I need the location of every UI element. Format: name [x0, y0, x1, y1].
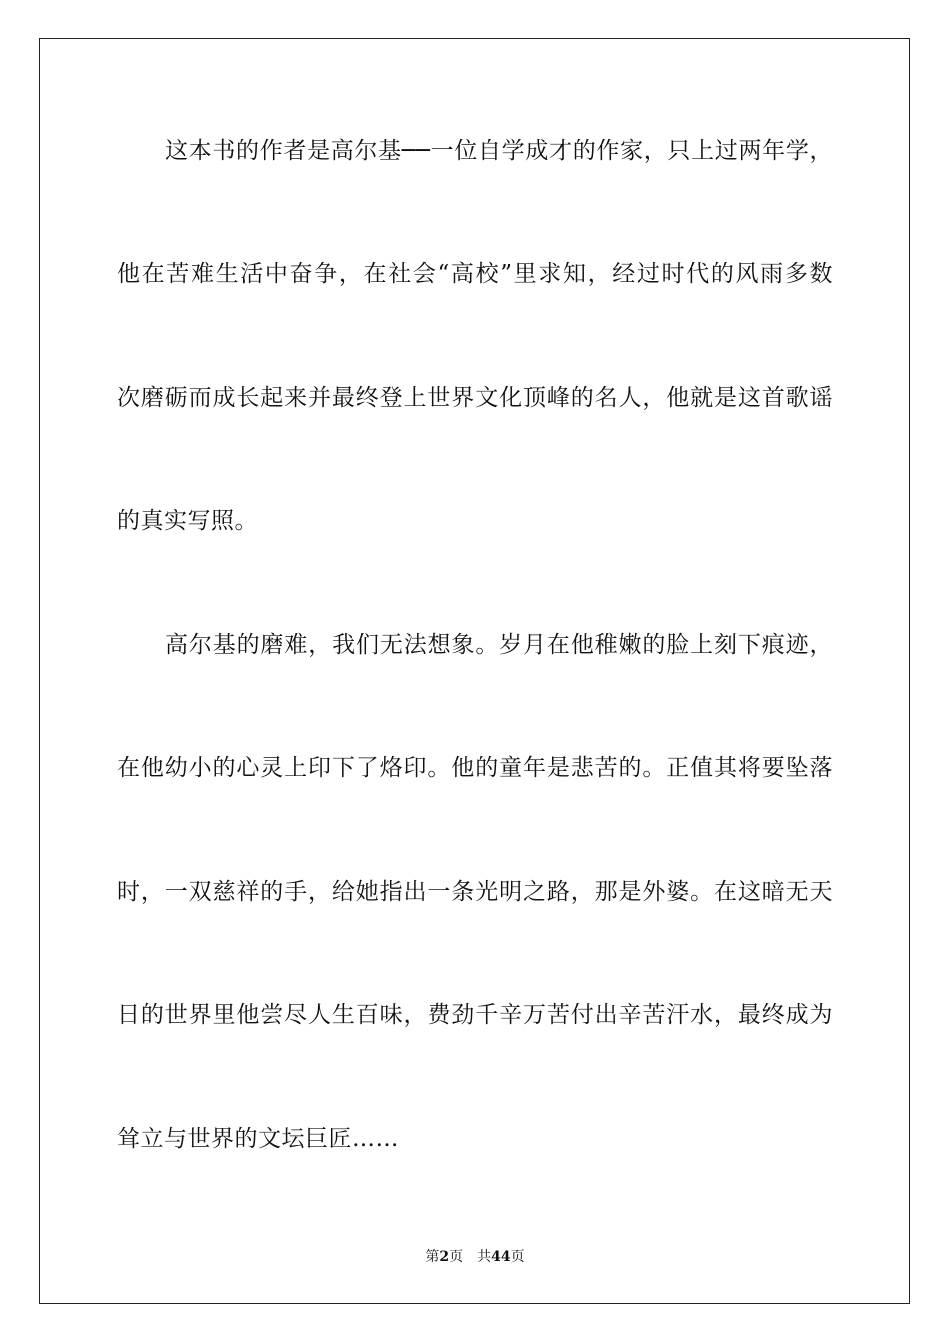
paragraph-2-line-4: 日的世界里他尝尽人生百味，费劲千辛万苦付出辛苦汗水，最终成为: [117, 1002, 833, 1028]
paragraph-2-line-5: 耸立与世界的文坛巨匠……: [117, 1126, 399, 1152]
page-border: [39, 38, 910, 1304]
page-suffix: 页: [449, 1249, 464, 1265]
paragraph-1-line-3: 次磨砺而成长起来并最终登上世界文化顶峰的名人，他就是这首歌谣: [117, 385, 833, 411]
total-suffix: 页: [510, 1249, 525, 1265]
page-footer: [0, 1248, 950, 1266]
paragraph-2-line-2: 在他幼小的心灵上印下了烙印。他的童年是悲苦的。正值其将要坠落: [117, 755, 833, 781]
paragraph-1-line-1: 这本书的作者是高尔基──一位自学成才的作家，只上过两年学，: [165, 138, 833, 164]
paragraph-1-line-2: 他在苦难生活中奋争，在社会“高校”里求知，经过时代的风雨多数: [117, 261, 833, 287]
paragraph-2-line-1: 高尔基的磨难，我们无法想象。岁月在他稚嫩的脸上刻下痕迹，: [165, 632, 833, 658]
page-prefix: 第: [425, 1249, 440, 1265]
total-prefix: 共: [477, 1249, 492, 1265]
total-pages-number: 44: [491, 1249, 511, 1265]
paragraph-2-line-3: 时，一双慈祥的手，给她指出一条光明之路，那是外婆。在这暗无天: [117, 879, 833, 905]
current-page-number: 2: [439, 1249, 450, 1265]
paragraph-1-line-4: 的真实写照。: [117, 508, 258, 534]
